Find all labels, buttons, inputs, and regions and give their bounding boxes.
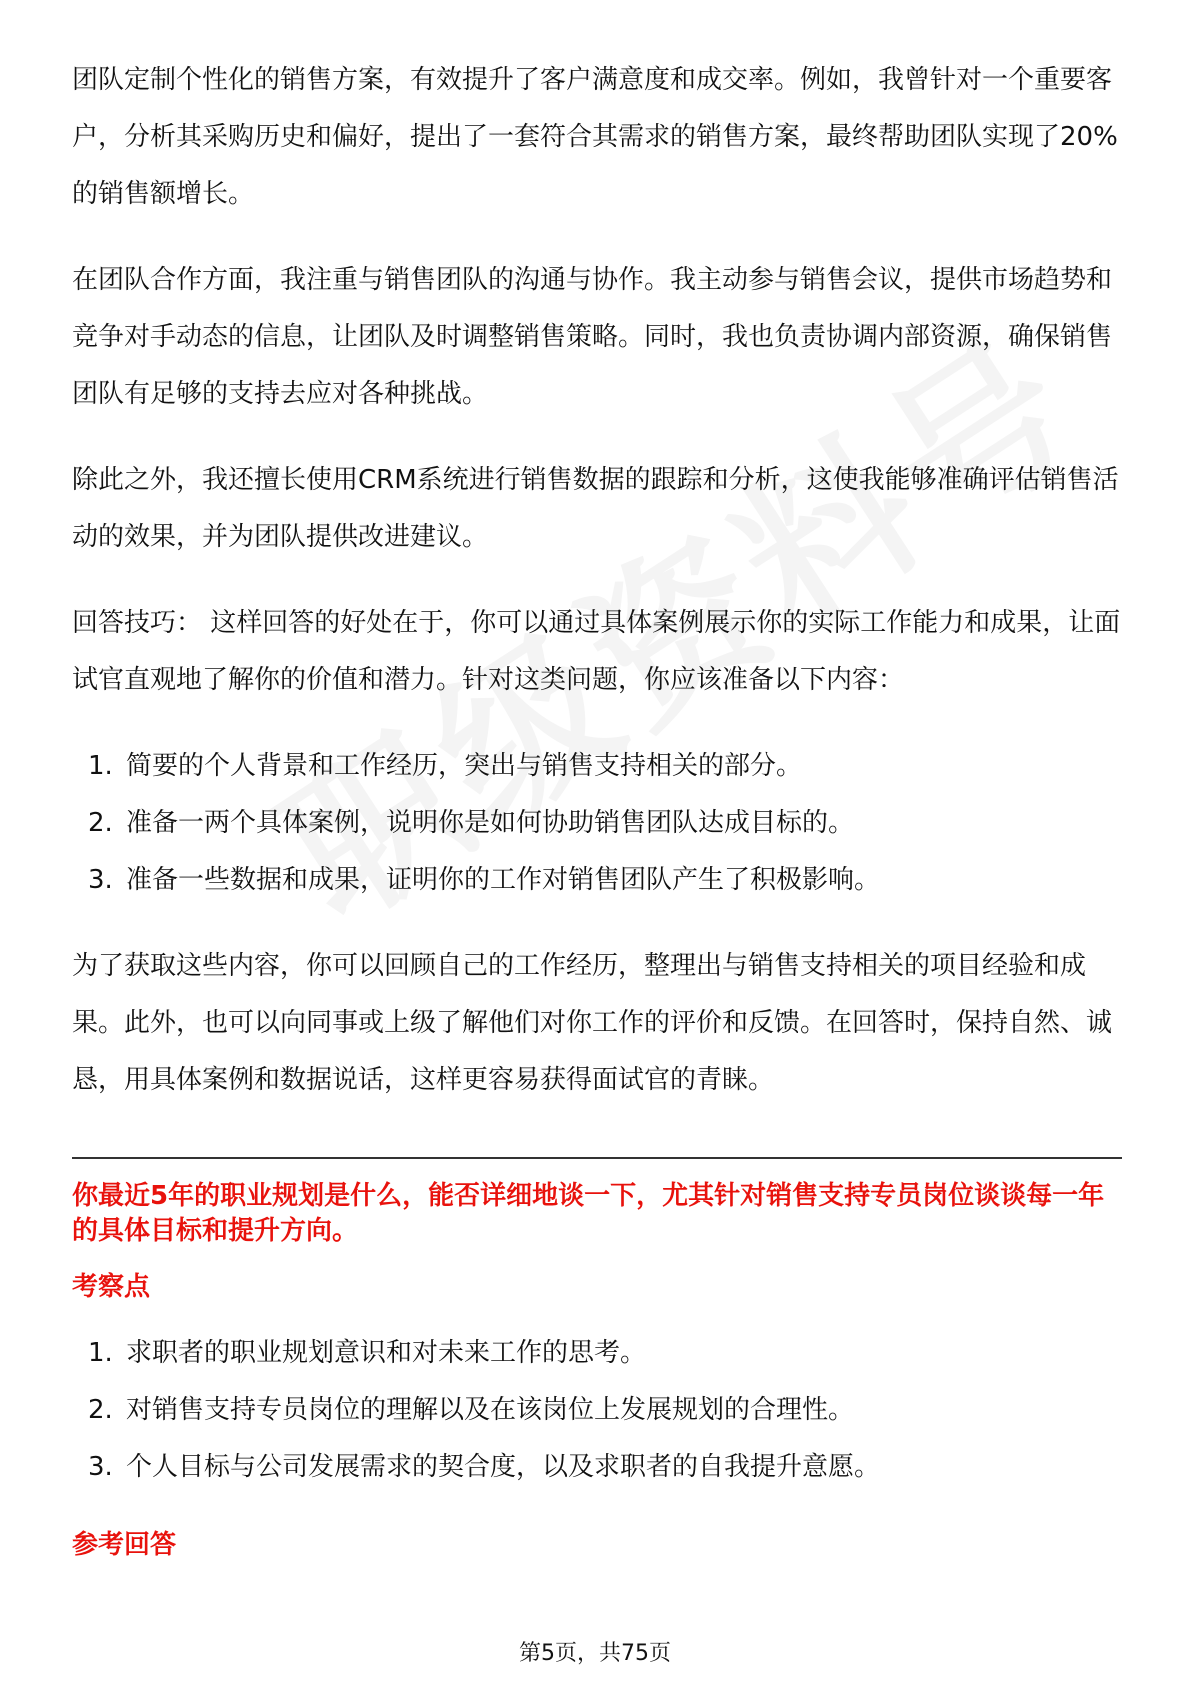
- section-divider: [72, 1157, 1122, 1159]
- tips-list: [72, 738, 1122, 909]
- list-item: 1. 简要的个人背景和工作经历，突出与销售支持相关的部分。: [88, 751, 803, 781]
- paragraph-closing: 为了获取这些内容，你可以回顾自己的工作经历，整理出与销售支持相关的项目经验和成果。此外，也可以向同事或上级了解他们对你工作的评价和反馈。在回答时，保持自然、诚恳，用具体案例和数据说话，这样更容易获得面试官的青睐。: [72, 951, 1113, 1095]
- paragraph-answer-tips: 回答技巧： 这样回答的好处在于，你可以通过具体案例展示你的实际工作能力和成果，让面试官直观地了解你的价值和潜力。针对这类问题，你应该准备以下内容：: [72, 608, 1121, 695]
- assessment-list: [72, 1325, 1122, 1496]
- list-item: 3. 准备一些数据和成果，证明你的工作对销售团队产生了积极影响。: [88, 865, 881, 895]
- reference-answer-heading: 参考回答: [72, 1530, 177, 1560]
- assessment-heading: 考察点: [72, 1272, 151, 1302]
- document-body: [72, 52, 1122, 1583]
- paragraph-team-customization: 团队定制个性化的销售方案，有效提升了客户满意度和成交率。例如，我曾针对一个重要客户，分析其采购历史和偏好，提出了一套符合其需求的销售方案，最终帮助团队实现了20%的销售额增长。: [72, 65, 1118, 209]
- paragraph-crm-skills: 除此之外，我还擅长使用CRM系统进行销售数据的跟踪和分析，这使我能够准确评估销售活动的效果，并为团队提供改进建议。: [72, 465, 1119, 552]
- list-item: 1. 求职者的职业规划意识和对未来工作的思考。: [88, 1338, 647, 1368]
- paragraph-team-collaboration: 在团队合作方面，我注重与销售团队的沟通与协作。我主动参与销售会议，提供市场趋势和竞争对手动态的信息，让团队及时调整销售策略。同时，我也负责协调内部资源，确保销售团队有足够的支持去应对各种挑战。: [72, 265, 1113, 409]
- list-item: 2. 准备一两个具体案例，说明你是如何协助销售团队达成目标的。: [88, 808, 855, 838]
- list-item: 3. 个人目标与公司发展需求的契合度，以及求职者的自我提升意愿。: [88, 1452, 881, 1482]
- list-item: 2. 对销售支持专员岗位的理解以及在该岗位上发展规划的合理性。: [88, 1395, 855, 1425]
- page-footer: 第5页，共75页: [519, 1641, 671, 1666]
- question-heading: 你最近5年的职业规划是什么，能否详细地谈一下，尤其针对销售支持专员岗位谈谈每一年的具体目标和提升方向。: [72, 1181, 1105, 1246]
